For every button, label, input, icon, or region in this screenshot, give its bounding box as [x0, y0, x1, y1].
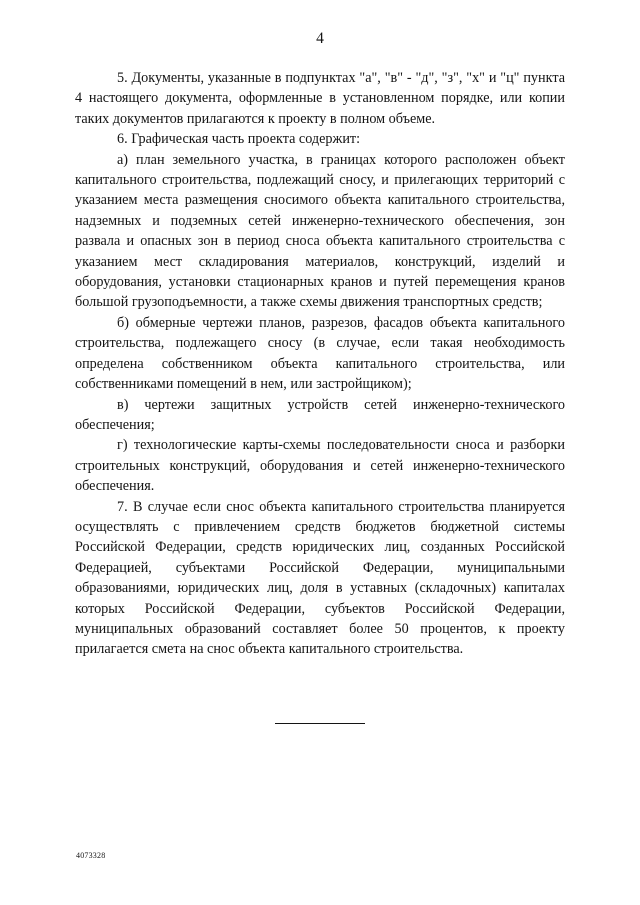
- paragraph-6v: в) чертежи защитных устройств сетей инженерно-технического обеспечения;: [75, 396, 565, 433]
- paragraph-6: 6. Графическая часть проекта содержит:: [117, 131, 361, 148]
- end-divider: [275, 723, 365, 724]
- paragraph-5: 5. Документы, указанные в подпунктах "а", "в" - "д", "з", "х" и "ц" пункта 4 настоящего документа, оформленные в установленном порядке, или копии таких документов прилагаются к проекту в полном объеме.: [75, 70, 565, 127]
- paragraph-6a: а) план земельного участка, в границах которого расположен объект капитального строительства, подлежащий сносу, и прилегающих территорий с указанием места размещения сносимого объекта капитального строительства, надземных и подземных сетей инженерно-технического обеспечения, зон развала и опасных зон в период сноса объекта капитального строительства с указанием мест складирования материалов, конструкций, изделий и оборудования, установки стационарных кранов и путей перемещения кранов большой грузоподъемности, а также схемы движения транспортных средств;: [75, 151, 565, 311]
- paragraph-6g: г) технологические карты-схемы последовательности сноса и разборки строительных конструкций, оборудования и сетей инженерно-технического обеспечения.: [75, 437, 565, 495]
- paragraph-7: 7. В случае если снос объекта капитального строительства планируется осуществлять с привлечением средств бюджетов бюджетной системы Российской Федерации, средств юридических лиц, созданных Российской Федерацией, субъектами Российской Федерации, муниципальными образованиями, юридических лиц, доля в уставных (складочных) капиталах которых Российской Федерации, субъектов Российской Федерации, муниципальных образований составляет более 50 процентов, к проекту прилагается смета на снос объекта капитального строительства.: [75, 498, 565, 658]
- document-code: 4073328: [76, 851, 106, 860]
- paragraph-6b: б) обмерные чертежи планов, разрезов, фасадов объекта капитального строительства, подлежащего сносу (в случае, если такая необходимость определена собственником объекта капитального строительства, или собственниками помещений в нем, или застройщиком);: [75, 314, 565, 393]
- document-body: [75, 68, 565, 660]
- page-number: 4: [316, 30, 324, 47]
